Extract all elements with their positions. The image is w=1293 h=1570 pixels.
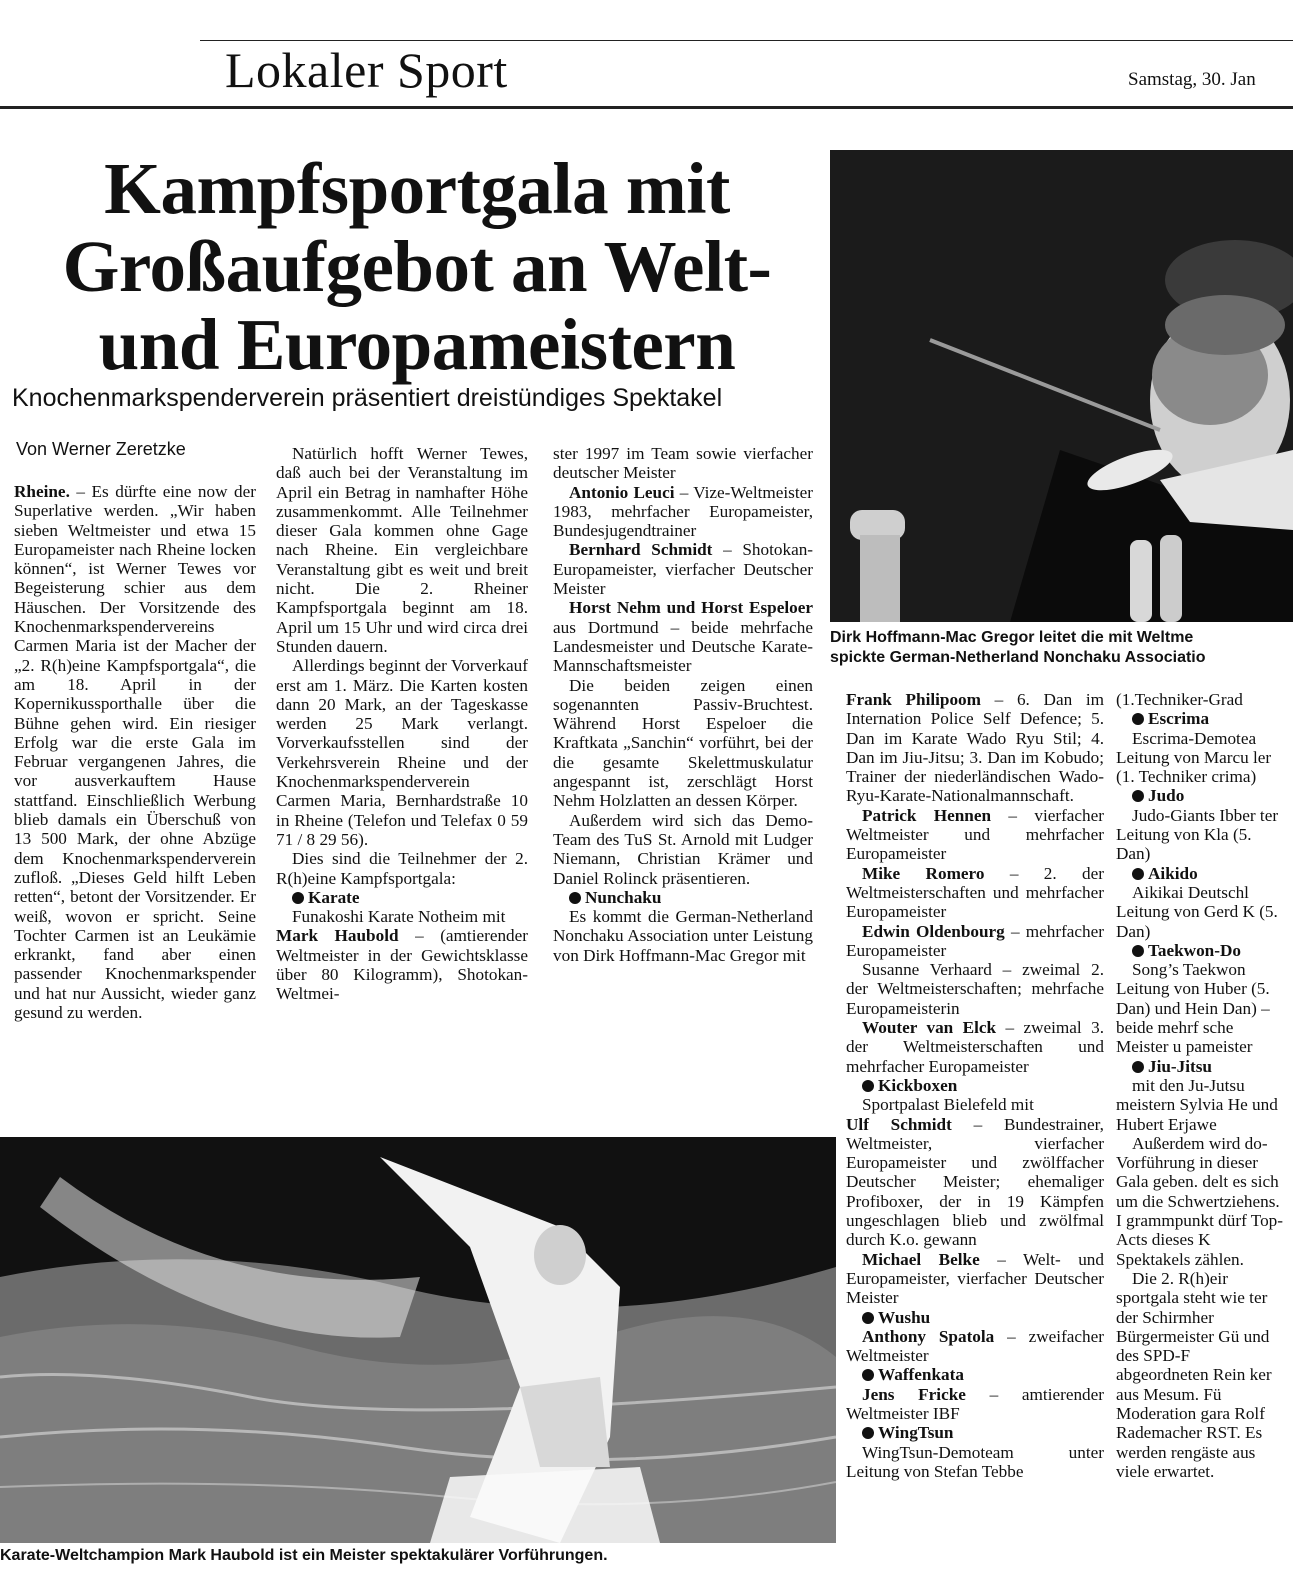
- participant-name: Mike Romero: [862, 863, 985, 883]
- participant-name: Wouter van Elck: [862, 1018, 997, 1038]
- category-kickboxen: [846, 1076, 1104, 1095]
- bullet-icon: [292, 892, 304, 904]
- article-column-4: [846, 690, 1104, 1481]
- photo-dirk-hoffmann-image: [830, 150, 1293, 622]
- category-label: Kickboxen: [878, 1075, 958, 1095]
- category-taekwondo: [1116, 941, 1286, 960]
- category-wushu: [846, 1308, 1104, 1327]
- col4-paragraph-12: WingTsun-Demoteam unter Leitung von Stefan Tebbe: [846, 1442, 1104, 1481]
- participant-info: – 2. der Weltmeisterschaften und mehrfacher Europameister: [846, 863, 1104, 922]
- col5-paragraph-2: Escrima-Demotea Leitung von Marcu ler (1. Techniker crima): [1116, 728, 1272, 787]
- category-aikido: [1116, 864, 1286, 883]
- photo-dirk-hoffmann: [830, 150, 1293, 622]
- category-jiujitsu: [1116, 1057, 1286, 1076]
- col3-paragraph-6: Außerdem wird sich das Demo-Team des TuS St. Arnold mit Ludger Niemann, Christian Krämer und Daniel Rolinck präsentieren.: [553, 810, 813, 888]
- issue-date: Samstag, 30. Jan: [1128, 69, 1256, 90]
- headline-line-1: Kampfsportgala mit: [104, 148, 730, 229]
- category-label: Judo: [1148, 786, 1185, 806]
- col2-paragraph-2: Allerdings beginnt der Vorverkauf erst am 1. März. Die Karten kosten dann 20 Mark, an der Tageskasse werden 25 Mark verlangt. Vorverkaufsstellen sind der Verkehrsverein Rheine und der Knochenmarkspenderverein Carmen Maria, Bernhardstraße 10 in Rheine (Telefon und Telefax 0 59 71 / 8 29 56).: [276, 656, 528, 849]
- article-column-1: [14, 482, 256, 1022]
- headline-line-3: und Europameistern: [98, 304, 736, 385]
- article-subheadline: Knochenmarkspenderverein präsentiert dreistündiges Spektakel: [12, 384, 723, 412]
- col3-paragraph-5: Die beiden zeigen einen sogenannten Passiv-Bruchtest. Während Horst Espeloer die Kraftkata „Sanchin“ vorführt, bei der die gesamte Skelettmuskulatur angespannt ist, zerschlägt Horst Nehm Holzlatten an dessen Körper.: [553, 675, 813, 811]
- participant-name: Bernhard Schmidt: [569, 540, 713, 560]
- article-column-2: [276, 444, 528, 1004]
- category-waffenkata: [846, 1365, 1104, 1384]
- bullet-icon: [1132, 868, 1144, 880]
- byline: Von Werner Zeretzke: [16, 439, 186, 459]
- category-label: Waffenkata: [878, 1365, 964, 1385]
- participant-info: – Welt- und Europameister, vierfacher Deutscher Meister: [846, 1249, 1104, 1308]
- header-rule-top: [200, 40, 1293, 41]
- photo-bottom-caption: Karate-Weltchampion Mark Haubold ist ein Meister spektakulärer Vorführungen.: [0, 1547, 608, 1564]
- photo-top-caption-line-1: Dirk Hoffmann-Mac Gregor leitet die mit Weltme: [830, 629, 1194, 646]
- participant-info: – Vize-Weltmeister 1983, mehrfacher Europameister, Bundesjugendtrainer: [553, 482, 813, 541]
- participant-info: – zweifacher Weltmeister: [846, 1326, 1104, 1366]
- participant-name: Jens Fricke: [862, 1384, 966, 1404]
- col5-paragraph-1: (1.Techniker-Grad: [1116, 690, 1243, 709]
- participant-name: Edwin Oldenbourg: [862, 921, 1005, 941]
- col3-paragraph-1: ster 1997 im Team sowie vierfacher deutscher Meister: [553, 444, 813, 483]
- header-rule: [0, 106, 1293, 109]
- participant-name: Horst Nehm und Horst Espeloer: [569, 598, 813, 618]
- category-wingtsun: [846, 1423, 1104, 1442]
- col1-text: – Es dürfte eine now der Superlative werden. „Wir haben sieben Weltmeister und etwa 15 Europameister nach Rheine locken können“, ist Werner Tewes vor Begeisterung schier aus dem Häuschen. Der Vorsitzende des Knochenmarkspendervereins Carmen Maria ist der Macher der „2. R(h)eine Kampfsportgala“, die am 18. April in der Kopernikussporthalle über die Bühne gehen wird. Ein riesiger Erfolg war die erste Gala im Februar vergangenen Jahres, die vor ausverkauftem Hause stattfand. Einschließlich Werbung blieb damals ein Überschuß von 13 500 Mark, der ohne Abzüge dem Knochenmarkspenderverein zufloß. „Dieses Geld hilft Leben retten“, betont der Vorsitzender. Er weiß, wovon er spricht. Seine Tochter Carmen ist an Leukämie erkrankt, fand aber einen passender Knochenmarkspender und hat nur Aussicht, wieder ganz gesund zu werden.: [14, 482, 256, 1023]
- category-escrima: [1116, 709, 1286, 728]
- photo-top-caption: [830, 628, 1293, 668]
- category-label: Karate: [308, 887, 360, 907]
- category-judo: [1116, 786, 1286, 805]
- headline-line-2: Großaufgebot an Welt-: [62, 226, 772, 307]
- section-title: Lokaler Sport: [225, 42, 508, 98]
- col5-paragraph-5: Song’s Taekwon Leitung von Huber (5. Dan) und Hein Dan) – beide mehrf sche Meister u pameister: [1116, 960, 1270, 1057]
- article-headline: [22, 150, 812, 384]
- participant-info: – (amtierender Weltmeister in der Gewichtsklasse über 80 Kilogramm), Shotokan-Weltmei-: [276, 926, 528, 1004]
- bullet-icon: [1132, 1061, 1144, 1073]
- col2-paragraph-3: Dies sind die Teilnehmer der 2. R(h)eine Kampfsportgala:: [276, 849, 528, 888]
- participant-name: Anthony Spatola: [862, 1326, 995, 1346]
- col4-paragraph-7: Sportpalast Bielefeld mit: [862, 1095, 1034, 1115]
- participant-info: – Bundestrainer, Weltmeister, vierfacher Europameister und zwölffacher Deutscher Meister; ehemaliger Profiboxer, der in 19 Kämpfen ungeschlagen blieb und zwölfmal durch K.o. gewann: [846, 1114, 1104, 1250]
- dateline-location: Rheine.: [14, 482, 70, 501]
- col5-paragraph-8: Die 2. R(h)eir sportgala steht wie ter der Schirmher Bürgermeister Gü und des SPD-F abgeordneten Rein ker aus Mesum. Fü Moderation gara Rolf Rademacher RST. Es werden rengäste aus viele erwartet.: [1116, 1268, 1272, 1481]
- bullet-icon: [1132, 790, 1144, 802]
- photo-mark-haubold: [0, 1137, 836, 1543]
- bullet-icon: [1132, 945, 1144, 957]
- col5-paragraph-6: mit den Ju-Jutsu meistern Sylvia He und Hubert Erjawe: [1116, 1075, 1278, 1134]
- col3-paragraph-7: Es kommt die German-Netherland Nonchaku Association unter Leistung von Dirk Hoffmann-Mac Gregor mit: [553, 907, 813, 965]
- participant-name: Mark Haubold: [276, 926, 399, 946]
- photo-top-caption-line-2: spickte German-Netherland Nonchaku Associatio: [830, 649, 1206, 666]
- category-label: Taekwon-Do: [1148, 940, 1241, 960]
- article-column-3: [553, 444, 813, 965]
- participant-info: aus Dortmund – beide mehrfache Landesmeister und Deutsche Karate-Mannschaftsmeister: [553, 617, 813, 676]
- participant-name: Frank Philipoom: [846, 690, 981, 709]
- col2-paragraph-1: Natürlich hofft Werner Tewes, daß auch bei der Veranstaltung im April ein Betrag in namhafter Höhe zusammenkommt. Alle Teilnehmer dieser Gala kommen ohne Gage nach Rheine. Ein vergleichbare Veranstaltung gibt es weit und breit nicht. Die 2. Rheiner Kampfsportgala beginnt am 18. April um 15 Uhr und wird circa drei Stunden dauern.: [276, 444, 528, 656]
- col2-paragraph-4: Funakoshi Karate Notheim mit: [292, 907, 506, 927]
- category-karate: [276, 888, 528, 907]
- col5-paragraph-4: Aikikai Deutschl Leitung von Gerd K (5. Dan): [1116, 882, 1278, 941]
- col5-paragraph-7: Außerdem wird do-Vorführung in dieser Gala geben. delt es sich um die Schwertziehens. I grammpunkt dürf Top-Acts dieses K Spektakels zählen.: [1116, 1133, 1283, 1269]
- bullet-icon: [862, 1369, 874, 1381]
- participant-info: – 6. Dan im Internation Police Self Defence; 5. Dan im Karate Wado Ryu Stil; 4. Dan im Jiu-Jitsu; 3. Dan im Kobudo; Trainer der niederländischen Wado-Ryu-Karate-Nationalmannschaft.: [846, 690, 1104, 806]
- category-label: Escrima: [1148, 709, 1210, 729]
- participant-info: – zweimal 2. der Weltmeisterschaften; mehrfache Europameisterin: [846, 960, 1104, 1018]
- participant-name: Ulf Schmidt: [846, 1114, 952, 1134]
- participant-name: Susanne Verhaard: [862, 960, 992, 980]
- category-label: Wushu: [878, 1307, 931, 1327]
- participant-info: – mehrfacher Europameister: [846, 921, 1104, 960]
- participant-info: – vierfacher Weltmeister und mehrfacher Europameister: [846, 805, 1104, 864]
- category-nunchaku: [553, 888, 813, 907]
- category-label: WingTsun: [878, 1423, 954, 1443]
- bullet-icon: [862, 1427, 874, 1439]
- category-label: Aikido: [1148, 863, 1198, 883]
- bullet-icon: [569, 892, 581, 904]
- participant-info: – zweimal 3. der Weltmeisterschaften und mehrfacher Europameister: [846, 1018, 1105, 1076]
- category-label: Jiu-Jitsu: [1148, 1056, 1212, 1076]
- photo-mark-haubold-image: [0, 1137, 836, 1543]
- participant-name: Michael Belke: [862, 1249, 980, 1269]
- bullet-icon: [862, 1312, 874, 1324]
- bullet-icon: [862, 1080, 874, 1092]
- participant-info: – amtierender Weltmeister IBF: [846, 1384, 1104, 1423]
- col5-paragraph-3: Judo-Giants Ibber ter Leitung von Kla (5. Dan): [1116, 805, 1279, 864]
- bullet-icon: [1132, 713, 1144, 725]
- participant-name: Antonio Leuci: [569, 482, 675, 502]
- category-label: Nunchaku: [585, 887, 662, 907]
- participant-name: Patrick Hennen: [862, 805, 992, 825]
- article-column-5: [1116, 690, 1286, 1560]
- participant-info: – Shotokan-Europameister, vierfacher Deutscher Meister: [553, 540, 814, 599]
